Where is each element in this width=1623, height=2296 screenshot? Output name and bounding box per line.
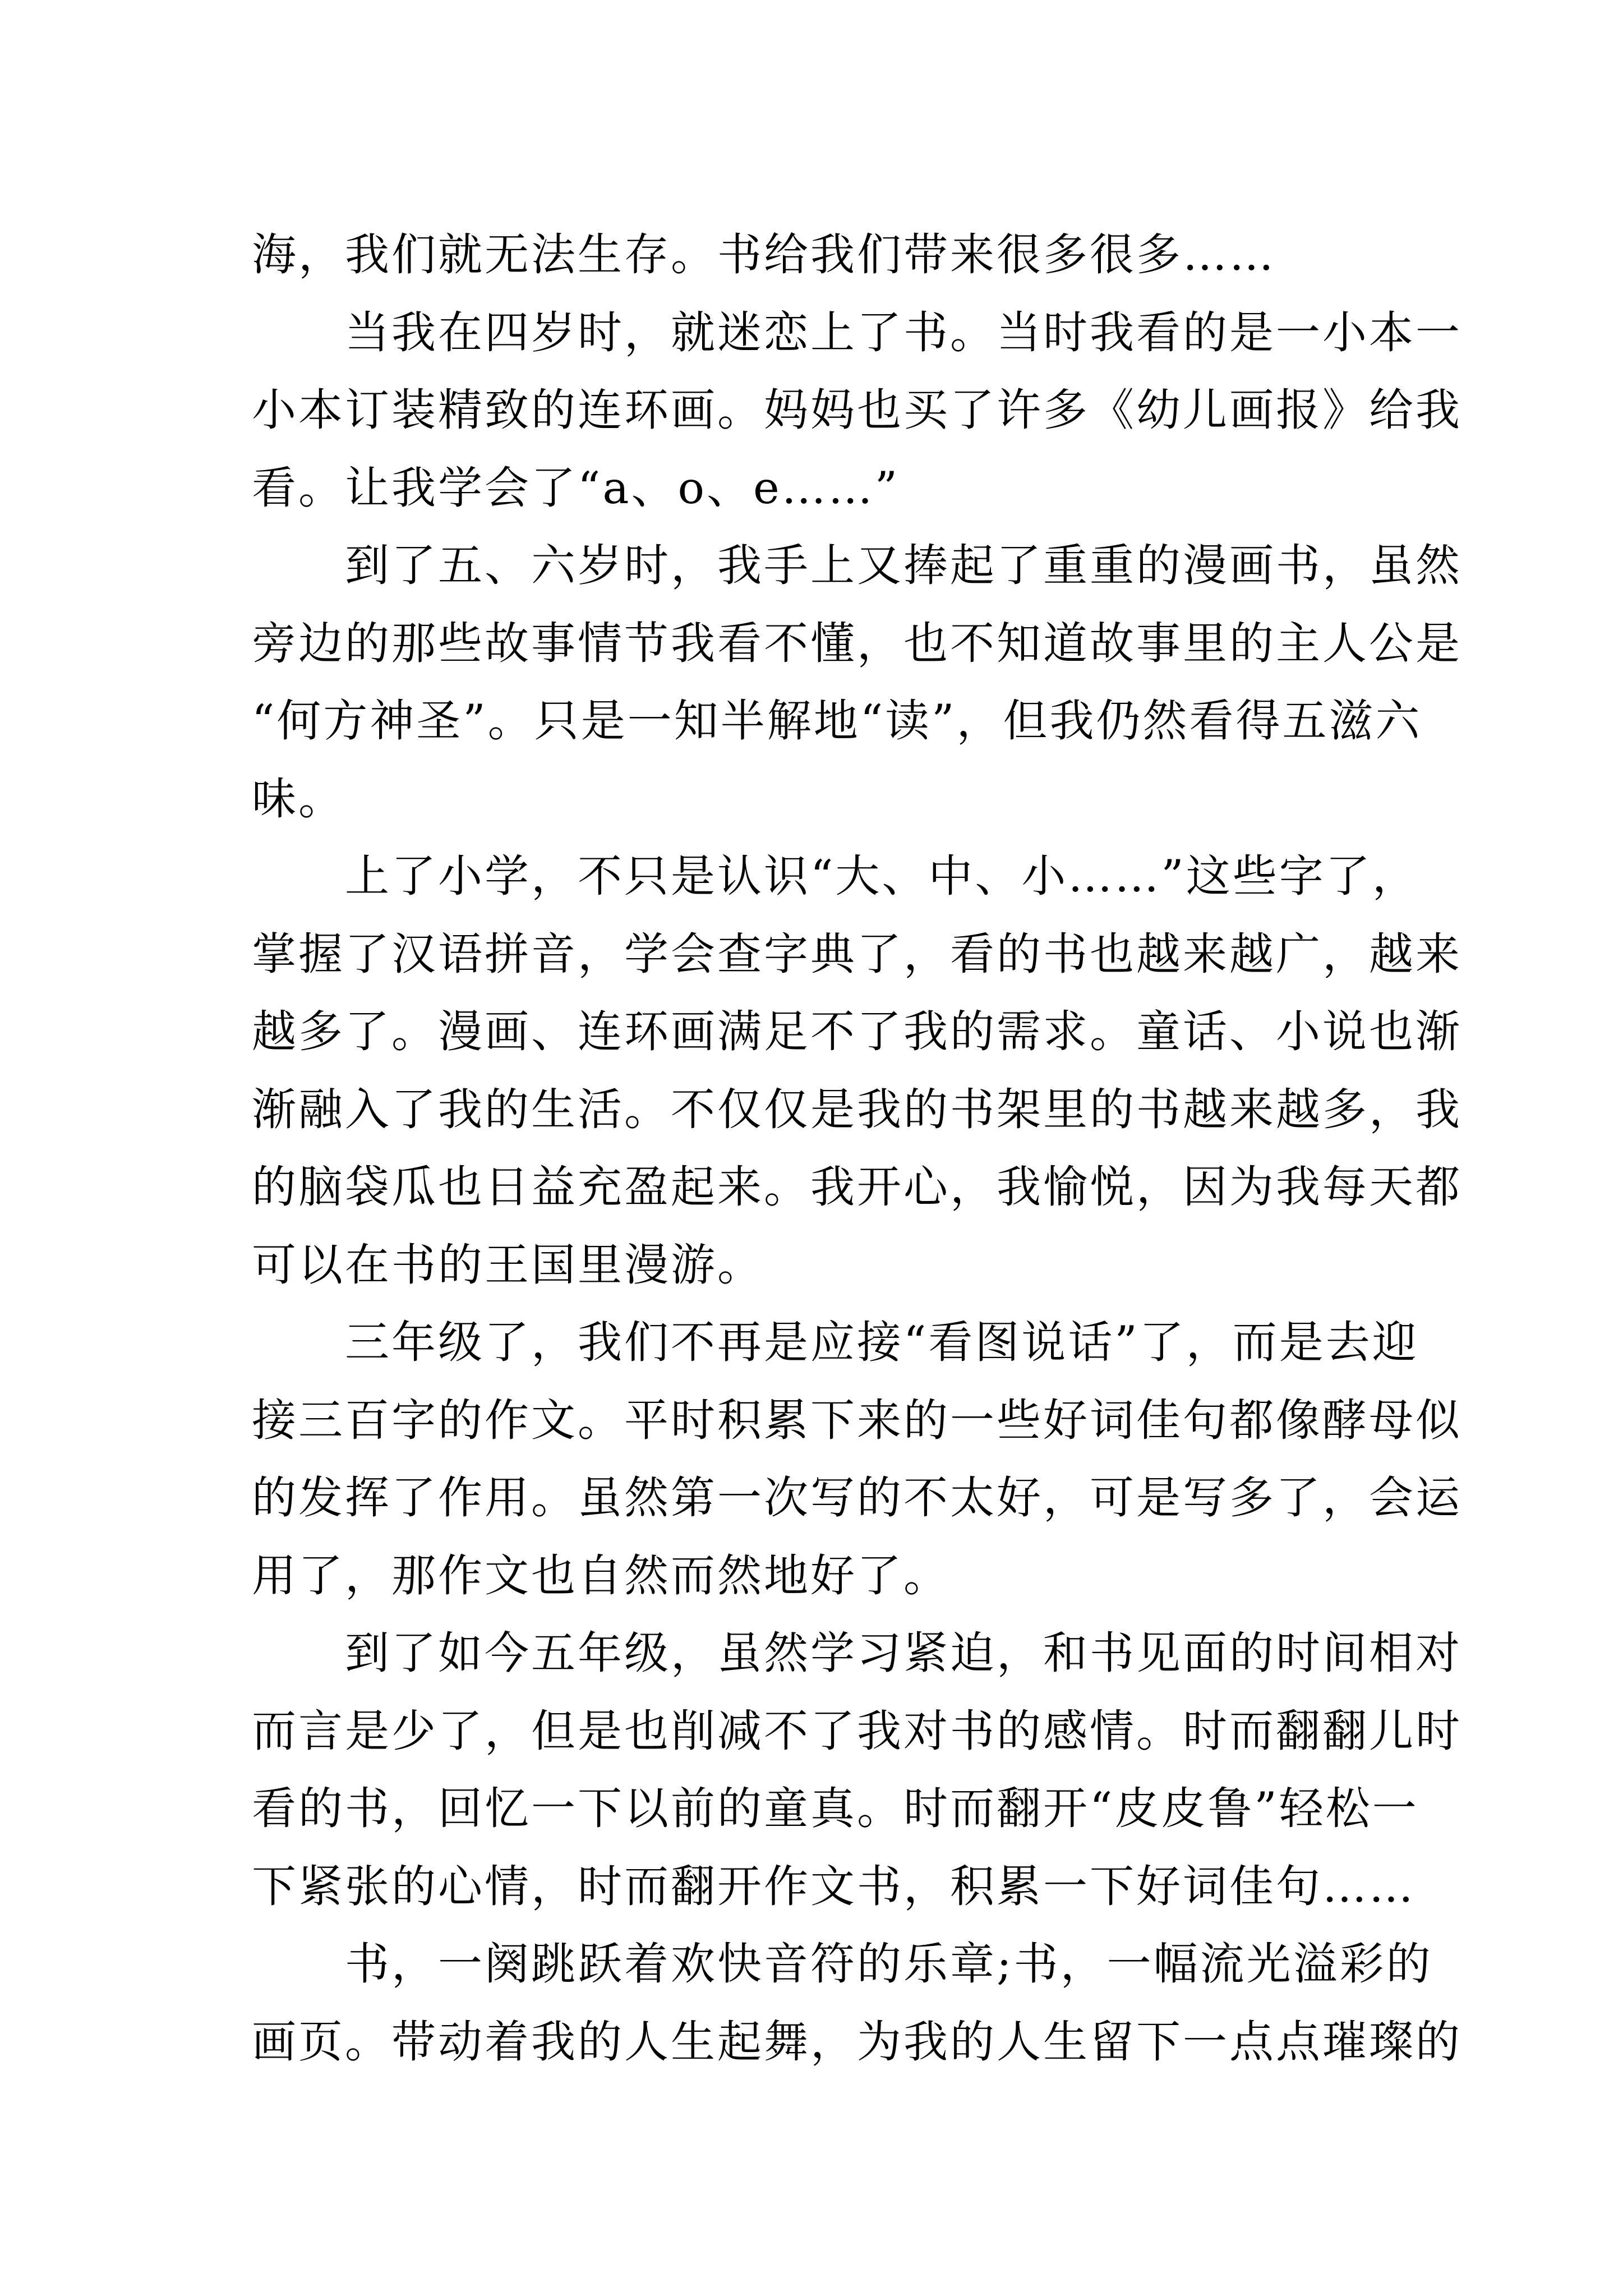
text-line: 看的书，回忆一下以前的童真。时而翻开“皮皮鲁”轻松一: [252, 1783, 1419, 1834]
text-line: 书，一阕跳跃着欢快音符的乐章;书，一幅流光溢彩的: [252, 1938, 1433, 1990]
text-line: 看。让我学会了“a、o、e……”: [252, 462, 900, 514]
text-line: 到了五、六岁时，我手上又捧起了重重的漫画书，虽然: [252, 540, 1462, 591]
text-line: 旁边的那些故事情节我看不懂，也不知道故事里的主人公是: [252, 617, 1462, 669]
text-line: 用了，那作文也自然而然地好了。: [252, 1549, 950, 1602]
text-line: 三年级了，我们不再是应接“看图说话”了，而是去迎: [252, 1317, 1419, 1368]
text-line: “何方神圣”。只是一知半解地“读”，但我仍然看得五滋六: [252, 695, 1422, 747]
text-line: 的发挥了作用。虽然第一次写的不太好，可是写多了，会运: [252, 1472, 1462, 1524]
text-line: 小本订装精致的连环画。妈妈也买了许多《幼儿画报》给我: [252, 384, 1462, 436]
text-line: 接三百字的作文。平时积累下来的一些好词佳句都像酵母似: [252, 1394, 1462, 1446]
text-line: 可以在书的王国里漫游。: [252, 1239, 764, 1291]
text-line: 当我在四岁时，就迷恋上了书。当时我看的是一小本一: [252, 306, 1462, 358]
text-line: 味。: [252, 772, 345, 825]
essay-body: [252, 216, 1462, 2081]
text-line: 海，我们就无法生存。书给我们带来很多很多……: [252, 229, 1276, 280]
text-line: 画页。带动着我的人生起舞，为我的人生留下一点点璀璨的: [252, 2016, 1462, 2068]
text-line: 下紧张的心情，时而翻开作文书，积累一下好词佳句……: [252, 1860, 1415, 1912]
text-line: 越多了。漫画、连环画满足不了我的需求。童话、小说也渐: [252, 1006, 1462, 1057]
text-line: 上了小学，不只是认识“大、中、小……”这些字了，: [252, 850, 1419, 902]
text-line: 而言是少了，但是也削减不了我对书的感情。时而翻翻儿时: [252, 1705, 1462, 1757]
text-line: 掌握了汉语拼音，学会查字典了，看的书也越来越广，越来: [252, 928, 1462, 980]
text-line: 渐融入了我的生活。不仅仅是我的书架里的书越来越多，我: [252, 1083, 1462, 1135]
text-line: 的脑袋瓜也日益充盈起来。我开心，我愉悦，因为我每天都: [252, 1161, 1462, 1213]
text-line: 到了如今五年级，虽然学习紧迫，和书见面的时间相对: [252, 1627, 1462, 1679]
